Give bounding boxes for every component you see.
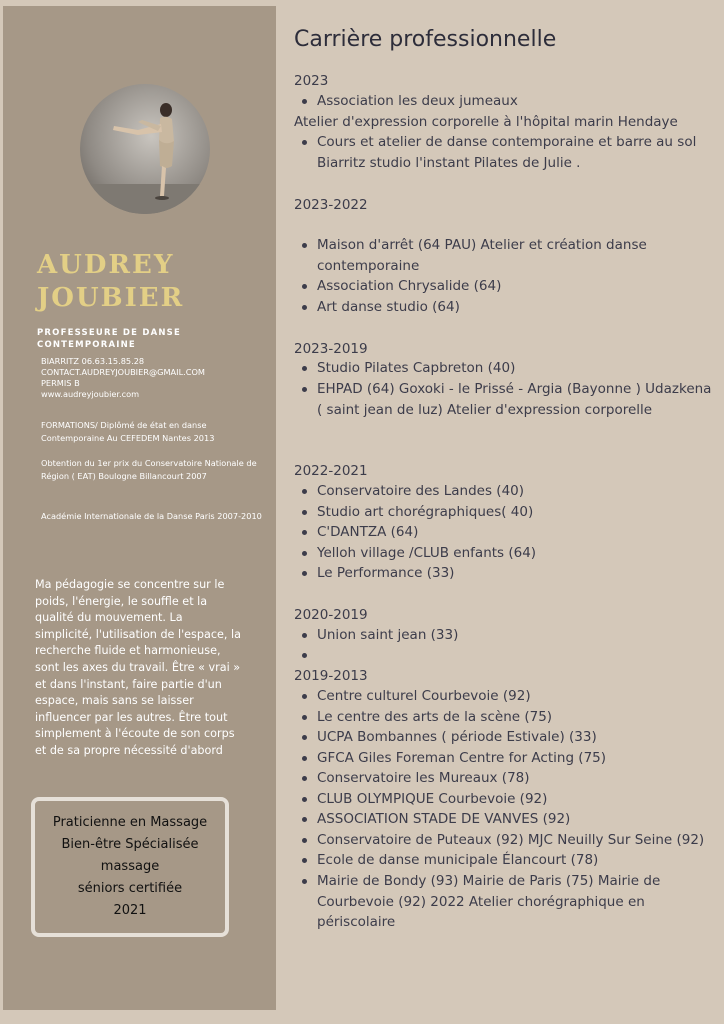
list-item-empty <box>317 645 719 665</box>
certification-box <box>31 797 229 937</box>
list-item: Conservatoire des Landes (40) <box>317 481 719 502</box>
list-item: Studio Pilates Capbreton (40) <box>317 358 719 379</box>
list-item: Cours et atelier de danse contemporaine et barre au sol Biarritz studio l'instant Pilates de Julie . <box>317 132 719 173</box>
cert-line: Bien-être Spécialisée <box>61 837 199 852</box>
list-item: Ecole de danse municipale Élancourt (78) <box>317 850 719 871</box>
list-item: Union saint jean (33) <box>317 625 719 646</box>
profile-photo <box>80 84 210 214</box>
job-title: PROFESSEURE DE DANSE CONTEMPORAINE <box>37 328 181 350</box>
dancer-photo-icon <box>80 84 210 214</box>
list-item: Maison d'arrêt (64 PAU) Atelier et création danse contemporaine <box>317 235 719 276</box>
period-heading: 2019-2013 <box>294 668 368 684</box>
contact-city-phone: BIARRITZ 06.63.15.85.28 <box>41 356 145 366</box>
career-note: Atelier d'expression corporelle à l'hôpital marin Hendaye <box>294 114 678 130</box>
period-heading: 2023-2022 <box>294 197 368 213</box>
period-heading: 2022-2021 <box>294 463 368 479</box>
list-item: Le Performance (33) <box>317 563 719 584</box>
list-item: Conservatoire de Puteaux (92) MJC Neuilly Sur Seine (92) <box>317 830 719 851</box>
list-item: Association les deux jumeaux <box>317 91 719 112</box>
list-item: Le centre des arts de la scène (75) <box>317 707 719 728</box>
contact-website[interactable]: www.audreyjoubier.com <box>41 389 140 399</box>
contact-email[interactable]: CONTACT.AUDREYJOUBIER@GMAIL.COM <box>41 367 205 377</box>
period-heading: 2020-2019 <box>294 607 368 623</box>
list-item: ASSOCIATION STADE DE VANVES (92) <box>317 809 719 830</box>
list-item: Studio art chorégraphiques( 40) <box>317 502 719 523</box>
formation-diploma: FORMATIONS/ Diplômé de état en danse Contemporaine Au CEFEDEM Nantes 2013 <box>41 420 215 443</box>
contact-info <box>41 356 273 400</box>
list-item: C'DANTZA (64) <box>317 522 719 543</box>
pedagogy-text: Ma pédagogie se concentre sur le poids, l'énergie, le souffle et la qualité du mouvement. La simplicité, l'utilisation de l'espace, la recherche fluide et harmonieuse, sont les axes du travail. Être « vrai » et dans l'instant, faire partie d'un espace, mais sans se laisser influencer par les autres. Être tout simplement à l'écoute de son corps et de sa propre nécessité d'abord <box>35 578 241 757</box>
list-item: UCPA Bombannes ( période Estivale) (33) <box>317 727 719 748</box>
career-title: Carrière professionnelle <box>294 27 557 52</box>
last-name: JOUBIER <box>37 283 185 313</box>
list-item: GFCA Giles Foreman Centre for Acting (75) <box>317 748 719 769</box>
list-item: Yelloh village /CLUB enfants (64) <box>317 543 719 564</box>
contact-license: PERMIS B <box>41 378 80 388</box>
list-item: Art danse studio (64) <box>317 297 719 318</box>
list-item: Mairie de Bondy (93) Mairie de Paris (75) Mairie de Courbevoie (92) 2022 Atelier chorégraphique en périscolaire <box>317 871 719 933</box>
cert-line: massage <box>100 859 160 874</box>
cert-line: Praticienne en Massage <box>52 815 208 830</box>
person-name <box>37 249 277 315</box>
list-item: Association Chrysalide (64) <box>317 276 719 297</box>
sidebar <box>3 6 276 1010</box>
list-item: EHPAD (64) Goxoki - le Prissé - Argia (Bayonne ) Udazkena ( saint jean de luz) Atelier d'expression corporelle <box>317 379 719 420</box>
formation-academie: Académie Internationale de la Danse Paris 2007-2010 <box>41 511 262 521</box>
period-heading: 2023 <box>294 73 329 89</box>
cert-line: séniors certifiée <box>77 881 183 896</box>
list-item: Conservatoire les Mureaux (78) <box>317 768 719 789</box>
list-item: CLUB OLYMPIQUE Courbevoie (92) <box>317 789 719 810</box>
cert-line: 2021 <box>113 903 147 918</box>
formation-conservatoire: Obtention du 1er prix du Conservatoire Nationale de Région ( EAT) Boulogne Billancourt 2007 <box>41 458 257 481</box>
period-heading: 2023-2019 <box>294 341 368 357</box>
list-item: Centre culturel Courbevoie (92) <box>317 686 719 707</box>
first-name: AUDREY <box>37 250 175 280</box>
